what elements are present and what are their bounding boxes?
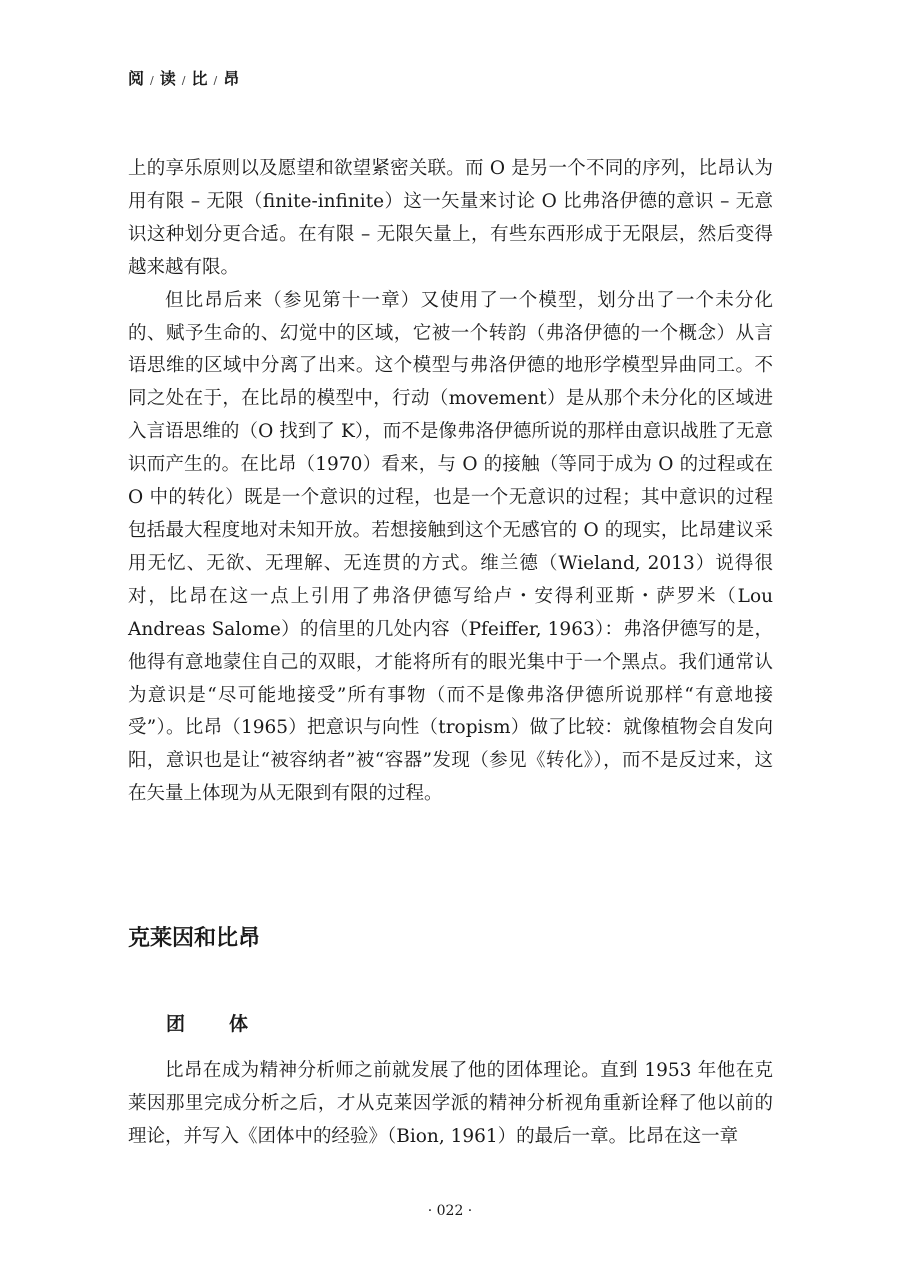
body-text-after-heading	[128, 1055, 773, 1154]
running-head-char: 读	[159, 69, 177, 88]
paragraph: 但比昂后来（参见第十一章）又使用了一个模型，划分出了一个未分化的、赋予生命的、幻觉中的区域，它被一个转韵（弗洛伊德的一个概念）从言语思维的区域中分离了出来。这个模型与弗洛伊德的地形学模型异曲同工。不同之处在于，在比昂的模型中，行动（movement）是从那个未分化的区域进入言语思维的（O 找到了 K），而不是像弗洛伊德所说的那样由意识战胜了无意识而产生的。在比昂（1970）看来，与 O 的接触（等同于成为 O 的过程或在 O 中的转化）既是一个意识的过程，也是一个无意识的过程；其中意识的过程包括最大程度地对未知开放。若想接触到这个无感官的 O 的现实，比昂建议采用无忆、无欲、无理解、无连贯的方式。维兰德（Wieland, 2013）说得很对，比昂在这一点上引用了弗洛伊德写给卢・安得利亚斯・萨罗米（Lou Andreas Salome）的信里的几处内容（Pfeiffer, 1963）：弗洛伊德写的是，他得有意地蒙住自己的双眼，才能将所有的眼光集中于一个黑点。我们通常认为意识是“尽可能地接受”所有事物（而不是像弗洛伊德所说那样“有意地接受”）。比昂（1965）把意识与向性（tropism）做了比较：就像植物会自发向阳，意识也是让“被容纳者”被“容器”发现（参见《转化》），而不是反过来，这在矢量上体现为从无限到有限的过程。	[128, 289, 773, 805]
running-head	[128, 66, 240, 89]
running-head-separator: ∕	[213, 74, 219, 87]
running-head-char: 比	[191, 69, 209, 88]
running-head-separator: ∕	[181, 74, 187, 87]
paragraph-continuation: 上的享乐原则以及愿望和欲望紧密关联。而 O 是另一个不同的序列，比昂认为用有限 – 无限（finite-infinite）这一矢量来讨论 O 比弗洛伊德的意识 – 无意识这种划分更合适。在有限 – 无限矢量上，有些东西形成于无限层，然后变得越来越有限。	[128, 158, 773, 278]
running-head-char: 阅	[128, 69, 146, 88]
body-text	[128, 153, 773, 811]
section-heading: 克莱因和比昂	[128, 926, 261, 951]
sub-heading: 团体	[166, 1013, 293, 1035]
running-head-separator: ∕	[150, 74, 155, 87]
running-head-char: 昂	[223, 69, 241, 88]
paragraph: 比昂在成为精神分析师之前就发展了他的团体理论。直到 1953 年他在克莱因那里完成分析之后，才从克莱因学派的精神分析视角重新诠释了他以前的理论，并写入《团体中的经验》（Bion, 1961）的最后一章。比昂在这一章	[128, 1060, 773, 1147]
page-number: · 022 ·	[427, 1203, 473, 1219]
